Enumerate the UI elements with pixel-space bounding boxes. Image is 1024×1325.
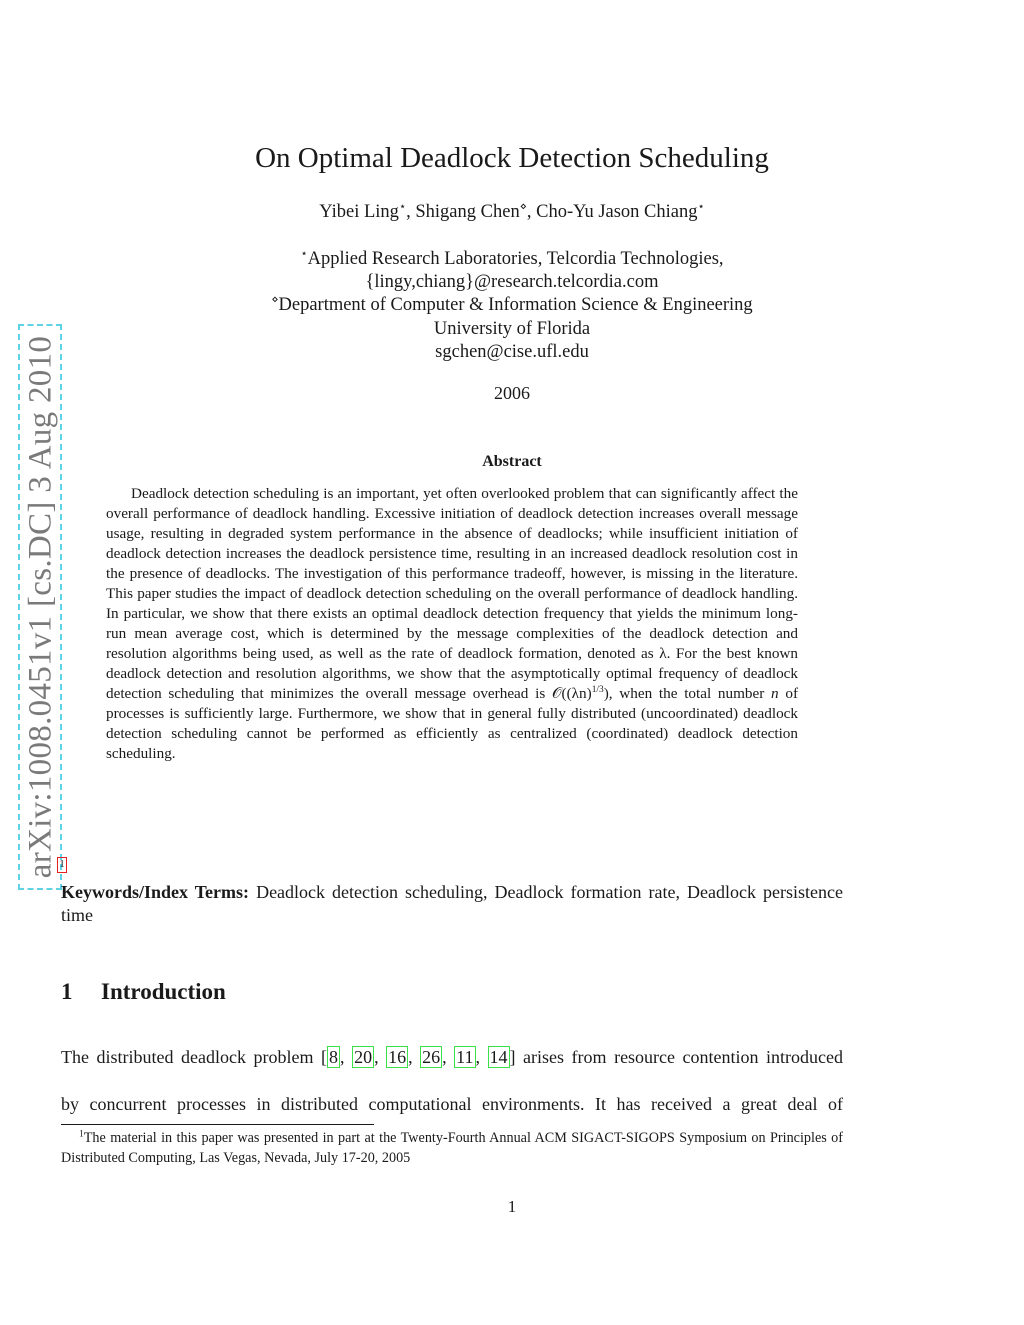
affiliation-line: University of Florida bbox=[433, 319, 591, 339]
lambda-symbol: λ bbox=[659, 645, 667, 662]
affiliation-mark: ⋆ bbox=[300, 247, 308, 260]
citation-link[interactable]: 16 bbox=[388, 1047, 407, 1067]
complexity-formula: $𝒪((\lambda n)^{1/3})$ bbox=[551, 684, 609, 702]
paper-title: On Optimal Deadlock Detection Scheduling bbox=[255, 142, 769, 174]
abstract-heading: Abstract bbox=[482, 453, 542, 470]
affiliation-email: {lingy,chiang}@research.telcordia.com bbox=[365, 272, 659, 292]
affiliation-email: sgchen@cise.ufl.edu bbox=[435, 342, 589, 362]
intro-line-2: by concurrent processes in distributed computational environments. It has received a great deal of bbox=[61, 1094, 843, 1114]
keywords-label: Keywords/Index Terms: bbox=[61, 882, 250, 902]
page-number: 1 bbox=[507, 1197, 517, 1216]
author-list: Yibei Ling⋆, Shigang Chen⋄, Cho-Yu Jason Chiang⋆ bbox=[319, 200, 705, 222]
publication-year: 2006 bbox=[494, 383, 530, 403]
affiliation-line: ⋄Department of Computer & Information Science & Engineering bbox=[271, 293, 753, 315]
citation-link[interactable]: 14 bbox=[489, 1047, 508, 1067]
n-symbol: n bbox=[771, 685, 779, 702]
citation-link[interactable]: 20 bbox=[354, 1047, 373, 1067]
affiliation-line: ⋆Applied Research Laboratories, Telcordia Technologies, bbox=[300, 247, 724, 269]
footnote: $^1$The material in this paper was presented in part at the Twenty-Fourth Annual ACM SIGACT-SIGOPS Symposium on Principles of Distributed Computing, Las Vegas, Nevada, July 17-20, 2005 bbox=[61, 1129, 843, 1166]
citation-link[interactable]: 26 bbox=[422, 1047, 441, 1067]
intro-line-1: The distributed deadlock problem [ 8 , 20 , 16 , 26 , 11 , 14 ] arises from resource contention introduced bbox=[61, 1047, 844, 1067]
footnote-link[interactable]: 1 bbox=[57, 857, 67, 873]
author-mark: ⋆ bbox=[697, 200, 705, 213]
section-number: 1 bbox=[61, 979, 73, 1004]
section-title: Introduction bbox=[101, 979, 226, 1004]
arxiv-stamp[interactable]: arXiv:1008.0451v1 [cs.DC] 3 Aug 2010 bbox=[22, 335, 59, 879]
abstract-body: Deadlock detection scheduling is an important, yet often overlooked problem that can significantly affect the overall performance of deadlock handling. Excessive initiation of deadlock detection increases overall message usage, resulting in degraded system performance in the absence of deadlocks; while insufficient initiation of deadlock detection increases the deadlock persistence time, resulting in an increased deadlock resolution cost in the presence of deadlocks. The investigation of this performance tradeoff, however, is missing in the literature. This paper studies the impact of deadlock detection scheduling on the overall performance of deadlock handling. In particular, we show that there exists an optimal deadlock detection frequency that yields the minimum long-run mean average cost, which is determined by the message complexities of the deadlock detection and resolution algorithms being used, as well as the rate of deadlock formation, denoted as λ. For the best known deadlock detection and resolution algorithms, we show that the asymptotically optimal frequency of deadlock detection scheduling that minimizes the overall message overhead is $𝒪((\lambda n)^{1/3})$, when the total number n of processes is sufficiently large. Furthermore, we show that in general fully distributed (uncoordinated) deadlock detection scheduling cannot be performed as efficiently as centralized (coordinated) deadlock detection scheduling. bbox=[106, 485, 798, 762]
author-name: Shigang Chen bbox=[415, 202, 520, 222]
author-name: Cho-Yu Jason Chiang bbox=[536, 202, 698, 222]
keywords: Keywords/Index Terms: Deadlock detection scheduling, Deadlock formation rate, Deadlock persistence time bbox=[61, 882, 844, 925]
citation-link[interactable]: 11 bbox=[456, 1047, 474, 1067]
affiliation-mark: ⋄ bbox=[271, 293, 279, 306]
author-name: Yibei Ling bbox=[319, 202, 399, 222]
author-mark: ⋄ bbox=[519, 200, 527, 213]
footnote-rule bbox=[61, 1124, 374, 1125]
footnote-marker: 1 bbox=[79, 1129, 84, 1140]
citation-link[interactable]: 8 bbox=[329, 1047, 339, 1067]
author-mark: ⋆ bbox=[398, 200, 407, 213]
section-heading bbox=[61, 979, 226, 1005]
